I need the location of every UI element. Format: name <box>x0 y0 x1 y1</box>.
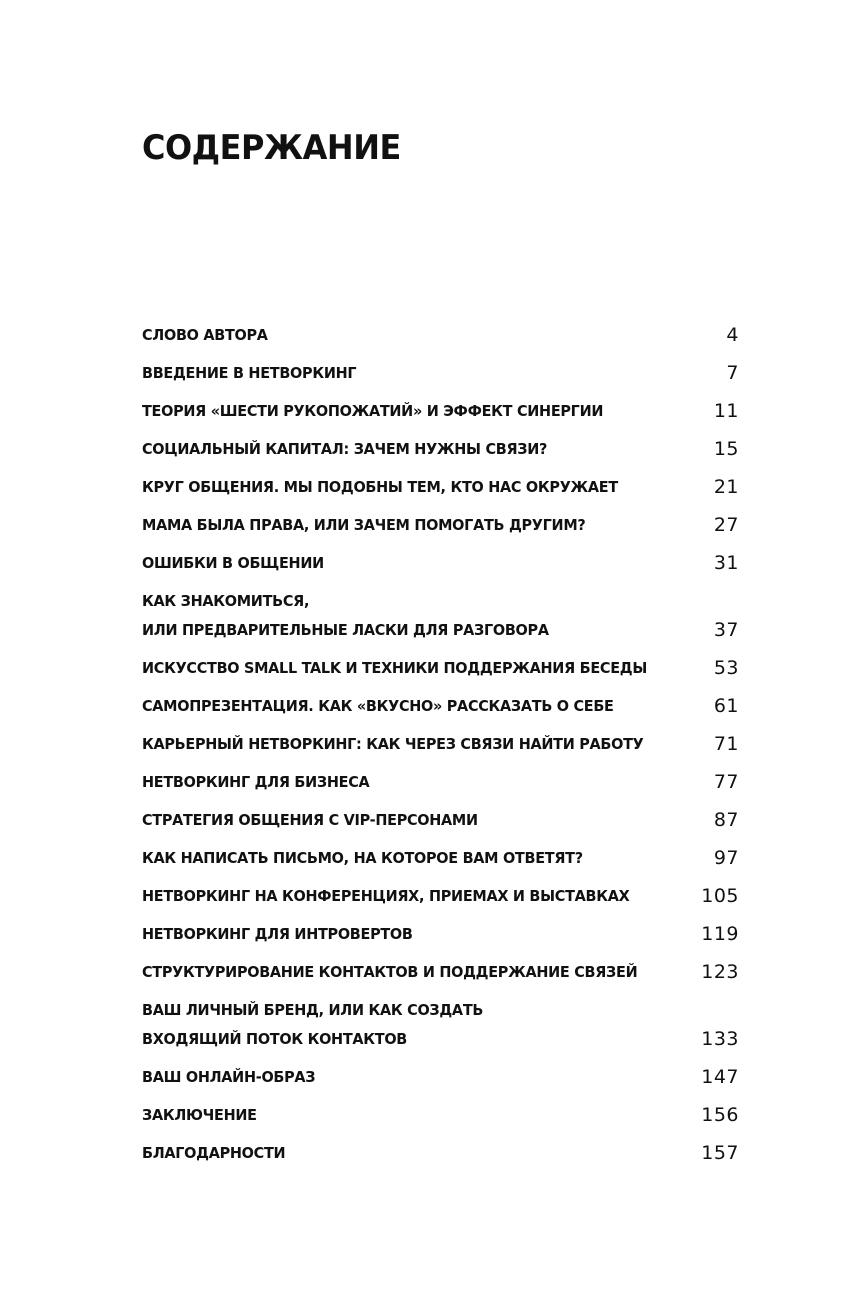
toc-entry-title: ОШИБКИ В ОБЩЕНИИ <box>142 554 324 572</box>
toc-entry-title: ВВЕДЕНИЕ В НЕТВОРКИНГ <box>142 364 357 382</box>
toc-entry-title: ТЕОРИЯ «ШЕСТИ РУКОПОЖАТИЙ» И ЭФФЕКТ СИНЕРГИИ <box>142 402 604 420</box>
toc-entry-page: 97 <box>713 847 739 869</box>
page-title: СОДЕРЖАНИЕ <box>142 128 401 168</box>
toc-entry-page: 7 <box>726 362 739 384</box>
toc-entry-title: ВАШ ЛИЧНЫЙ БРЕНД, ИЛИ КАК СОЗДАТЬ ВХОДЯЩИЙ ПОТОК КОНТАКТОВ <box>142 1001 484 1048</box>
toc-entry-page: 21 <box>713 476 739 498</box>
toc-entry[interactable] <box>142 1102 739 1140</box>
toc-entry[interactable] <box>142 474 739 512</box>
toc-entry-page: 105 <box>701 885 739 907</box>
toc-entry-title: ЗАКЛЮЧЕНИЕ <box>142 1106 257 1124</box>
toc-entry-page: 119 <box>701 923 739 945</box>
toc-entry[interactable] <box>142 1064 739 1102</box>
toc-entry-page: 37 <box>713 619 739 641</box>
toc-entry[interactable] <box>142 769 739 807</box>
toc-entry-title: САМОПРЕЗЕНТАЦИЯ. КАК «ВКУСНО» РАССКАЗАТЬ О СЕБЕ <box>142 697 614 715</box>
toc-entry[interactable] <box>142 997 739 1064</box>
toc-entry-page: 133 <box>701 1028 739 1050</box>
toc-entry[interactable] <box>142 512 739 550</box>
toc-entry-page: 123 <box>701 961 739 983</box>
toc-entry-title: НЕТВОРКИНГ НА КОНФЕРЕНЦИЯХ, ПРИЕМАХ И ВЫСТАВКАХ <box>142 887 630 905</box>
toc-entry[interactable] <box>142 322 739 360</box>
toc-entry[interactable] <box>142 655 739 693</box>
toc-entry-title: НЕТВОРКИНГ ДЛЯ ИНТРОВЕРТОВ <box>142 925 413 943</box>
toc-entry[interactable] <box>142 731 739 769</box>
toc-entry[interactable] <box>142 550 739 588</box>
toc-entry-title: МАМА БЫЛА ПРАВА, ИЛИ ЗАЧЕМ ПОМОГАТЬ ДРУГИМ? <box>142 516 586 534</box>
toc-entry-title: СТРУКТУРИРОВАНИЕ КОНТАКТОВ И ПОДДЕРЖАНИЕ СВЯЗЕЙ <box>142 963 638 981</box>
toc-entry-title: КАК НАПИСАТЬ ПИСЬМО, НА КОТОРОЕ ВАМ ОТВЕТЯТ? <box>142 849 583 867</box>
table-of-contents <box>142 322 739 1178</box>
toc-entry-title: КРУГ ОБЩЕНИЯ. МЫ ПОДОБНЫ ТЕМ, КТО НАС ОКРУЖАЕТ <box>142 478 618 496</box>
toc-entry-title: КАРЬЕРНЫЙ НЕТВОРКИНГ: КАК ЧЕРЕЗ СВЯЗИ НАЙТИ РАБОТУ <box>142 735 644 753</box>
toc-entry-title: СЛОВО АВТОРА <box>142 326 268 344</box>
toc-entry-page: 77 <box>713 771 739 793</box>
toc-entry-page: 27 <box>713 514 739 536</box>
toc-entry[interactable] <box>142 883 739 921</box>
toc-entry[interactable] <box>142 845 739 883</box>
toc-entry[interactable] <box>142 1140 739 1178</box>
toc-entry[interactable] <box>142 398 739 436</box>
toc-entry[interactable] <box>142 959 739 997</box>
toc-entry-page: 15 <box>713 438 739 460</box>
toc-entry[interactable] <box>142 921 739 959</box>
toc-entry-title: ИСКУССТВО SMALL TALK И ТЕХНИКИ ПОДДЕРЖАНИЯ БЕСЕДЫ <box>142 659 648 677</box>
toc-entry-title: БЛАГОДАРНОСТИ <box>142 1144 286 1162</box>
toc-entry-page: 4 <box>726 324 739 346</box>
toc-entry-page: 11 <box>713 400 739 422</box>
toc-entry-page: 53 <box>713 657 739 679</box>
toc-entry-page: 31 <box>713 552 739 574</box>
toc-entry[interactable] <box>142 693 739 731</box>
toc-entry-page: 156 <box>701 1104 739 1126</box>
toc-entry[interactable] <box>142 807 739 845</box>
toc-entry[interactable] <box>142 360 739 398</box>
toc-entry-page: 157 <box>701 1142 739 1164</box>
toc-entry-title: СОЦИАЛЬНЫЙ КАПИТАЛ: ЗАЧЕМ НУЖНЫ СВЯЗИ? <box>142 440 548 458</box>
toc-entry-page: 87 <box>713 809 739 831</box>
toc-entry-title: ВАШ ОНЛАЙН-ОБРАЗ <box>142 1068 316 1086</box>
toc-entry-title: СТРАТЕГИЯ ОБЩЕНИЯ С VIP-ПЕРСОНАМИ <box>142 811 478 829</box>
toc-entry-title: КАК ЗНАКОМИТЬСЯ, ИЛИ ПРЕДВАРИТЕЛЬНЫЕ ЛАСКИ ДЛЯ РАЗГОВОРА <box>142 592 549 639</box>
toc-entry[interactable] <box>142 436 739 474</box>
toc-entry-page: 147 <box>701 1066 739 1088</box>
toc-entry-page: 61 <box>713 695 739 717</box>
toc-entry-title: НЕТВОРКИНГ ДЛЯ БИЗНЕСА <box>142 773 370 791</box>
toc-entry-page: 71 <box>713 733 739 755</box>
toc-entry[interactable] <box>142 588 739 655</box>
